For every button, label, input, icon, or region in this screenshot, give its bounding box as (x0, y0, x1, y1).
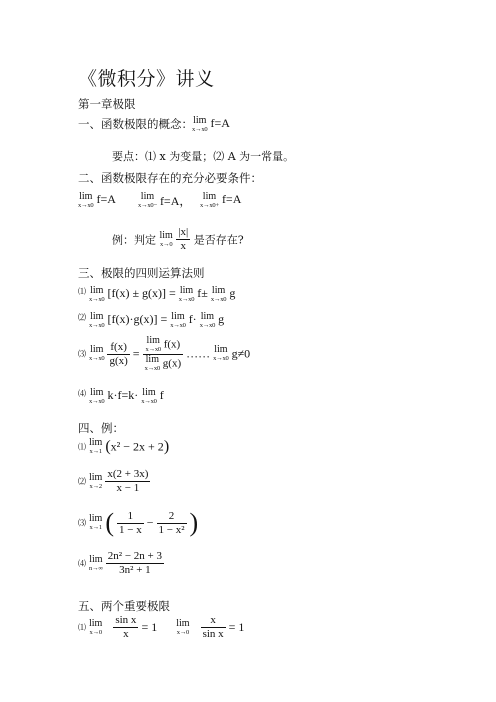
section-3-heading: 三、极限的四则运算法则 (78, 266, 205, 280)
right-limit: lim x→x0+ f=A (200, 191, 242, 209)
rule-constant: ⑷ lim x→x0 k·f=k· lim x→x0 f (78, 387, 164, 405)
rule-sum: ⑴ lim x→x0 [f(x) ± g(x)] = lim x→x0 f± lim x→x0 g (78, 285, 236, 303)
section-2-heading: 二、函数极限存在的充分必要条件： (78, 171, 262, 185)
example-2: ⑵ lim x→2 $\frac{x(2 + 3x)}{x - 1}$ (78, 468, 149, 494)
section-5-heading: 五、两个重要极限 (78, 599, 170, 613)
document-title: 《微积分》讲义 (78, 68, 215, 90)
example-abs-x: 例：判定 lim x→0 $\frac{|x|}{x}$ 是否存在? (112, 226, 244, 252)
important-limits: ⑴ lim x→0 $\frac{\text{sin x}}{x}$ = 1 lim x→0 $\frac{x}{\text{sin x}}$ = 1 (78, 614, 245, 640)
key-points: 要点：⑴ x 为变量；⑵ A 为一常量。 (112, 150, 295, 163)
example-4: ⑷ lim n→∞ $\frac{\text{2n² − 2n + 3}}{\text{3n² + 1}}$ (78, 550, 163, 576)
section-1-heading: 一、函数极限的概念： (78, 117, 193, 131)
chapter-heading: 第一章极限 (78, 97, 136, 111)
example-1: ⑴ lim x→1 (x² − 2x + 2) (78, 437, 170, 456)
section-4-heading: 四、例： (78, 421, 124, 435)
condition-limit: lim x→x0 f=A (78, 191, 116, 209)
left-limit: lim x→x0− f=A， (138, 191, 192, 209)
limit-definition: lim x→x0 f=A (192, 115, 230, 133)
rule-quotient: ⑶ lim x→x0 $\frac{f(x)}{g(x)}$ = lim x→x0 f(x) lim x→x0 g(x) …… lim x→x0 g≠0 (78, 335, 251, 372)
example-3: ⑶ lim x→1 ( $\frac{1}{1 - x}$ − $\frac{2}{\text{1 − x²}}$ ) (78, 508, 199, 537)
rule-product: ⑵ lim x→x0 [f(x)·g(x)] = lim x→x0 f· lim x→x0 g (78, 311, 225, 329)
